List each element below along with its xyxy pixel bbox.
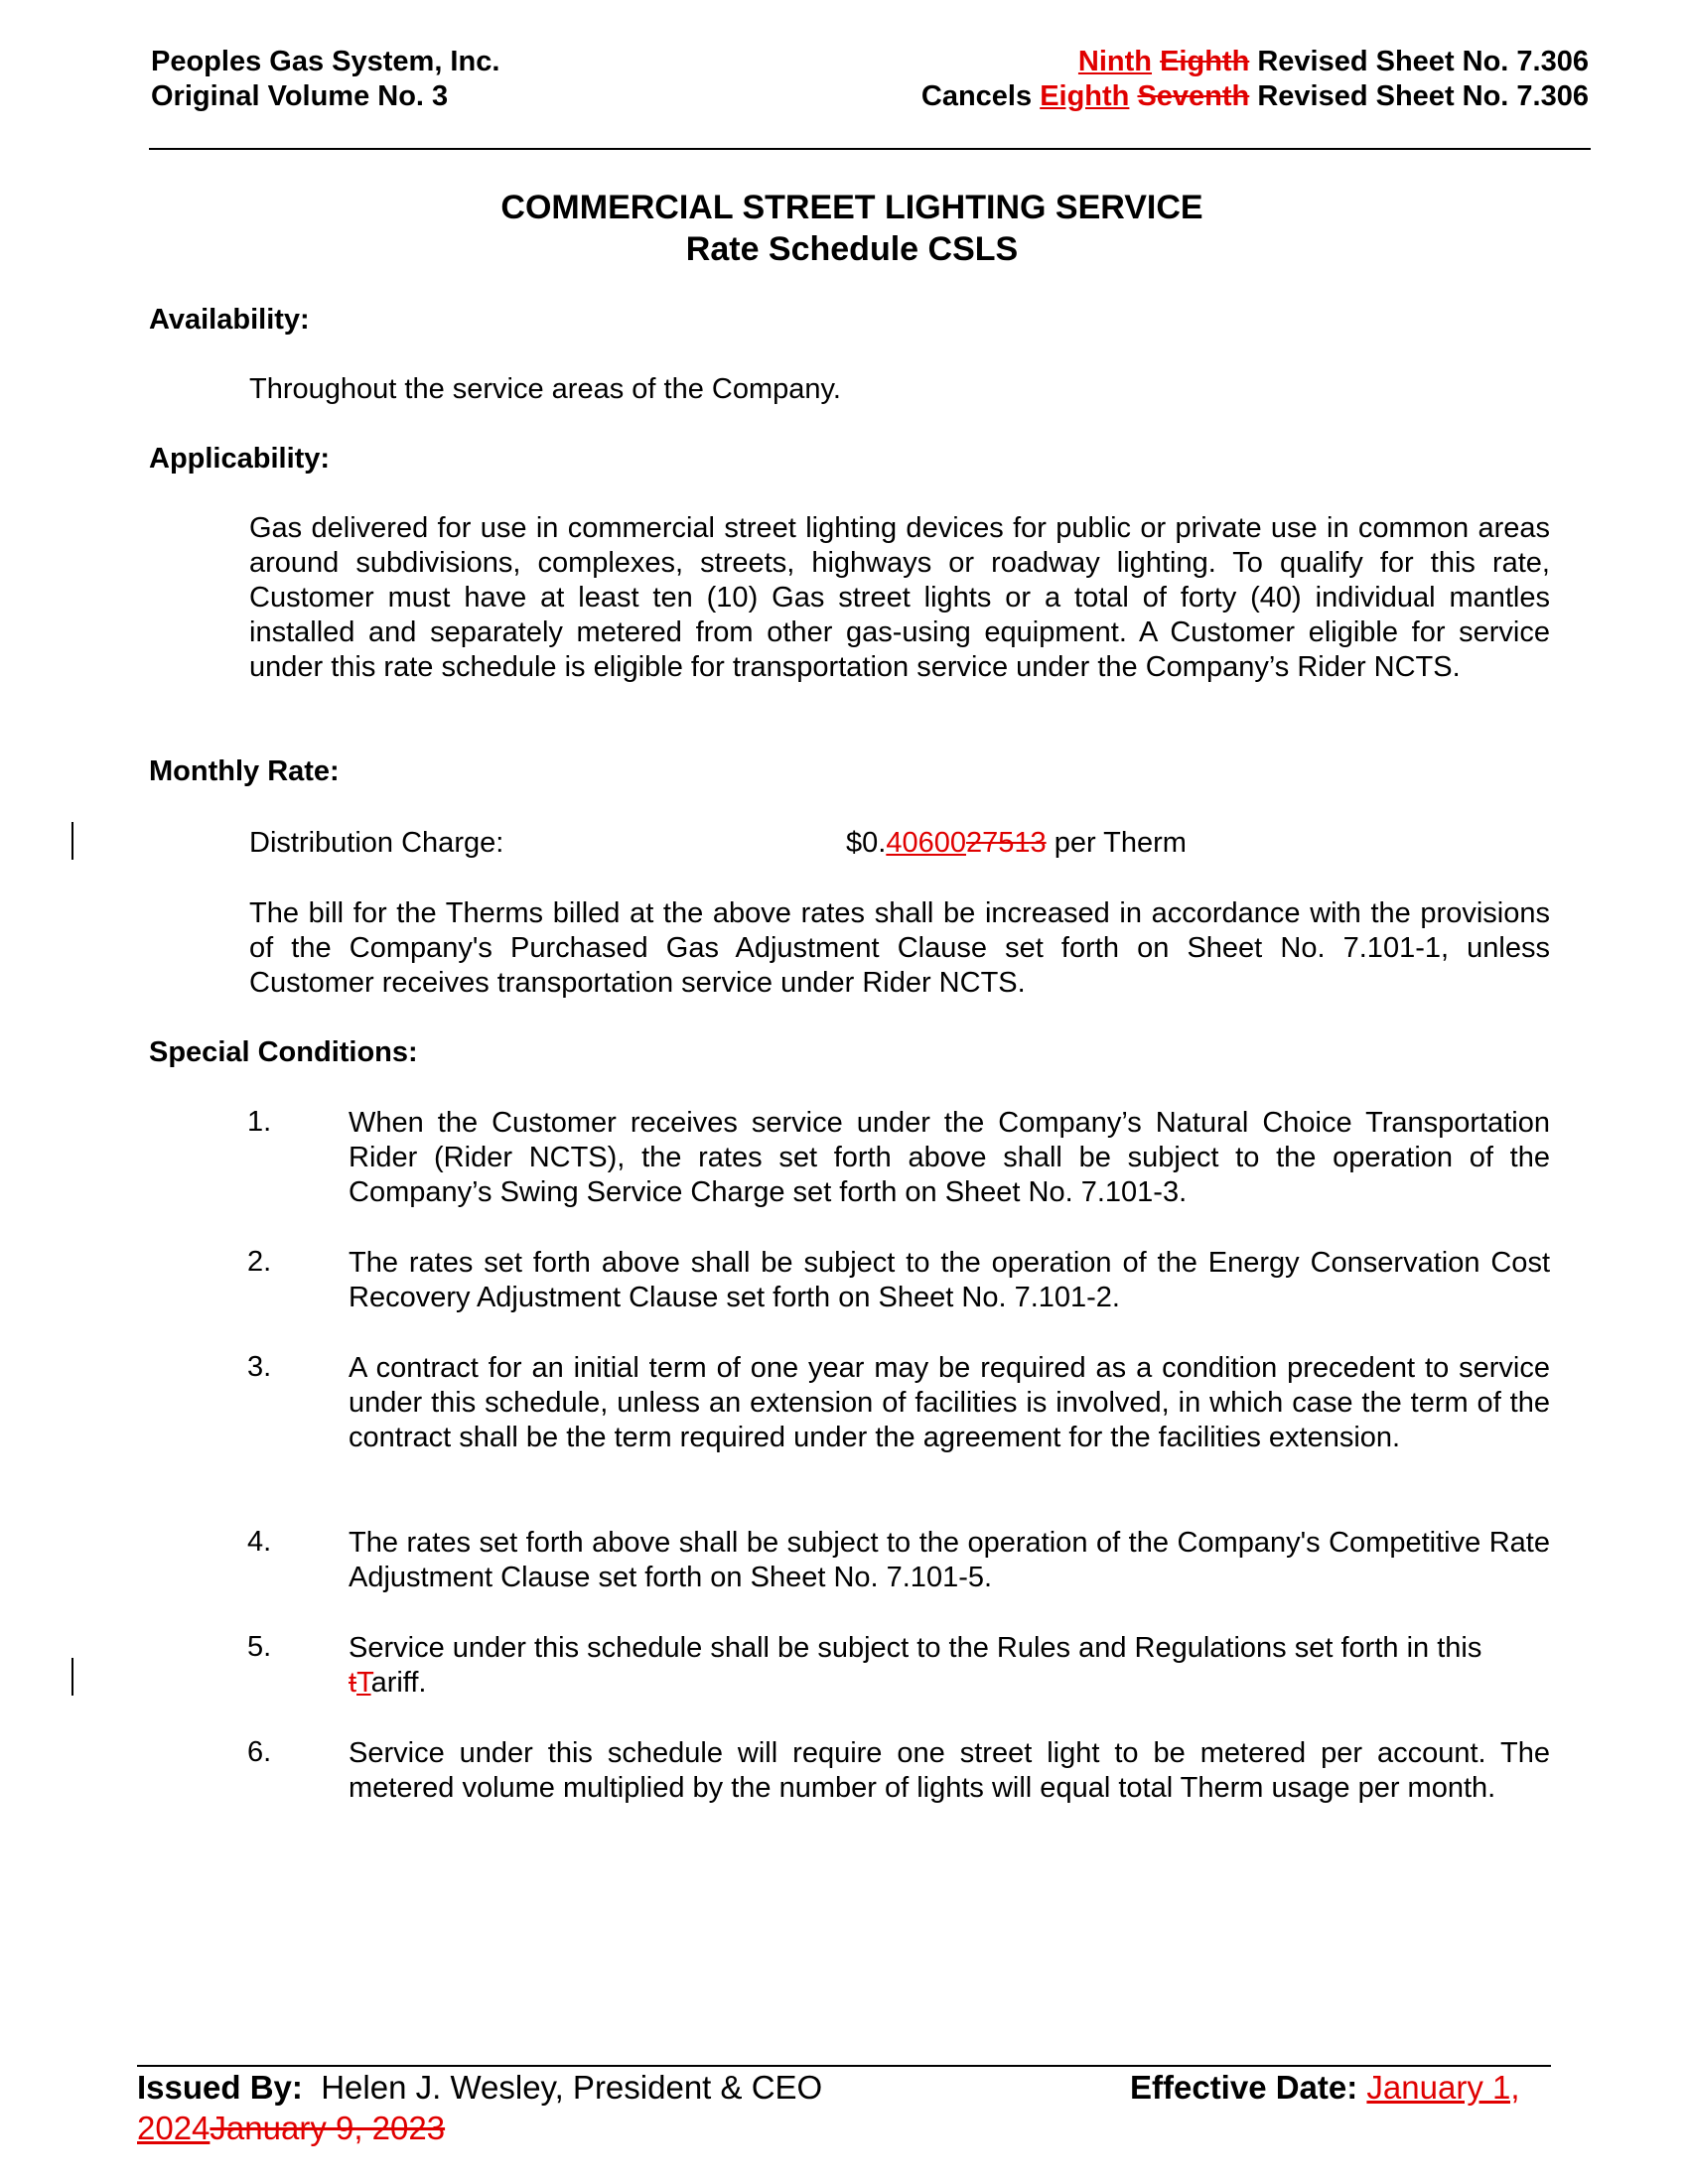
condition-number: 3. — [247, 1351, 272, 1383]
condition-text-struck: t — [349, 1667, 357, 1699]
charge-old-value: 27513 — [965, 827, 1047, 859]
condition-number: 1. — [247, 1106, 272, 1138]
footer-rule-left — [137, 2065, 1092, 2067]
effective-label: Effective Date: — [1130, 2069, 1358, 2106]
effective-date-continued — [137, 2109, 445, 2148]
title-line-1: COMMERCIAL STREET LIGHTING SERVICE — [500, 189, 1203, 226]
condition-text-before: Service under this schedule shall be subject to the Rules and Regulations set forth in this — [349, 1632, 1482, 1664]
effective-date — [1130, 2068, 1520, 2108]
condition-text: When the Customer receives service under the Company’s Natural Choice Transportation Rider (Rider NCTS), the rates set forth above shall be subject to the operation of the Company’s Swing Service Charge set forth on Sheet No. 7.101-3. — [349, 1107, 1550, 1208]
applicability-text: Gas delivered for use in commercial street lighting devices for public or private use in common areas around subdivisions, complexes, streets, highways or roadway lighting. To qualify for this rate, Customer must have at least ten (10) Gas street lights or a total of forty (40) individual mantles installed and separately metered from other gas-using equipment. A Customer eligible for service under this rate schedule is eligible for transportation service under the Company’s Rider NCTS. — [249, 512, 1550, 683]
volume-label: Original Volume No. 3 — [151, 80, 449, 112]
sheet-number — [921, 45, 1589, 79]
sheet-old-revision: Eighth — [1160, 46, 1250, 77]
condition-text: A contract for an initial term of one year may be required as a condition precedent to service under this schedule, unless an extension of facilities is involved, in which case the term of the contract shall be the term required under the agreement for the facilities extension. — [349, 1352, 1550, 1453]
availability-text: Throughout the service areas of the Company. — [249, 373, 841, 405]
charge-prefix: $0. — [846, 827, 887, 859]
monthly-rate-heading: Monthly Rate: — [149, 755, 340, 787]
condition-text-inserted: T — [356, 1667, 371, 1699]
effective-new-date-1: January 1, — [1366, 2069, 1520, 2106]
pga-text: The bill for the Therms billed at the above rates shall be increased in accordance with the provisions of the Company's Purchased Gas Adjustment Clause set forth on Sheet No. 7.101-1, unless Customer receives transportation service under Rider NCTS. — [249, 897, 1550, 999]
header-rule — [149, 148, 1591, 150]
applicability-heading: Applicability: — [149, 443, 331, 475]
condition-text: Service under this schedule will require one street light to be metered per account. The metered volume multiplied by the number of lights will equal total Therm usage per month. — [349, 1737, 1550, 1804]
cancels-new-revision: Eighth — [1040, 80, 1130, 112]
footer-rule-right — [1005, 2065, 1551, 2067]
company-name: Peoples Gas System, Inc. — [151, 46, 500, 77]
sheet-suffix: Revised Sheet No. 7.306 — [1249, 46, 1589, 77]
change-bar — [71, 1658, 73, 1696]
cancels-old-revision: Seventh — [1137, 80, 1250, 112]
special-conditions-heading: Special Conditions: — [149, 1036, 418, 1068]
condition-number: 4. — [247, 1526, 272, 1558]
charge-new-value: 40600 — [886, 827, 966, 859]
cancels-sheet — [921, 79, 1589, 114]
distribution-charge-value — [846, 826, 1187, 861]
issued-name: Helen J. Wesley, President & CEO — [302, 2069, 823, 2106]
condition-number: 2. — [247, 1246, 272, 1278]
effective-old-date: January 9, 2023 — [210, 2110, 446, 2146]
cancels-prefix: Cancels — [920, 80, 1041, 112]
condition-number: 5. — [247, 1631, 272, 1663]
condition-text: The rates set forth above shall be subject to the operation of the Company's Competitive Rate Adjustment Clause set forth on Sheet No. 7.101-5. — [349, 1527, 1550, 1593]
condition-text-after: ariff. — [370, 1667, 427, 1699]
condition-text: The rates set forth above shall be subject to the operation of the Energy Conservation Cost Recovery Adjustment Clause set forth on Sheet No. 7.101-2. — [349, 1247, 1550, 1313]
sheet-new-revision: Ninth — [1077, 46, 1153, 77]
charge-suffix: per Therm — [1046, 827, 1187, 859]
page-title — [149, 187, 1555, 270]
condition-text — [349, 1631, 1550, 1701]
availability-heading: Availability: — [149, 304, 310, 336]
header-left — [151, 45, 499, 114]
effective-new-date-2: 2024 — [137, 2110, 211, 2146]
issued-label: Issued By: — [137, 2069, 303, 2106]
distribution-charge-label: Distribution Charge: — [249, 827, 504, 859]
condition-number: 6. — [247, 1736, 272, 1768]
issued-by — [137, 2068, 822, 2108]
header-right — [921, 45, 1589, 114]
title-line-2: Rate Schedule CSLS — [685, 230, 1019, 268]
cancels-suffix: Revised Sheet No. 7.306 — [1249, 80, 1589, 112]
change-bar — [71, 822, 73, 860]
